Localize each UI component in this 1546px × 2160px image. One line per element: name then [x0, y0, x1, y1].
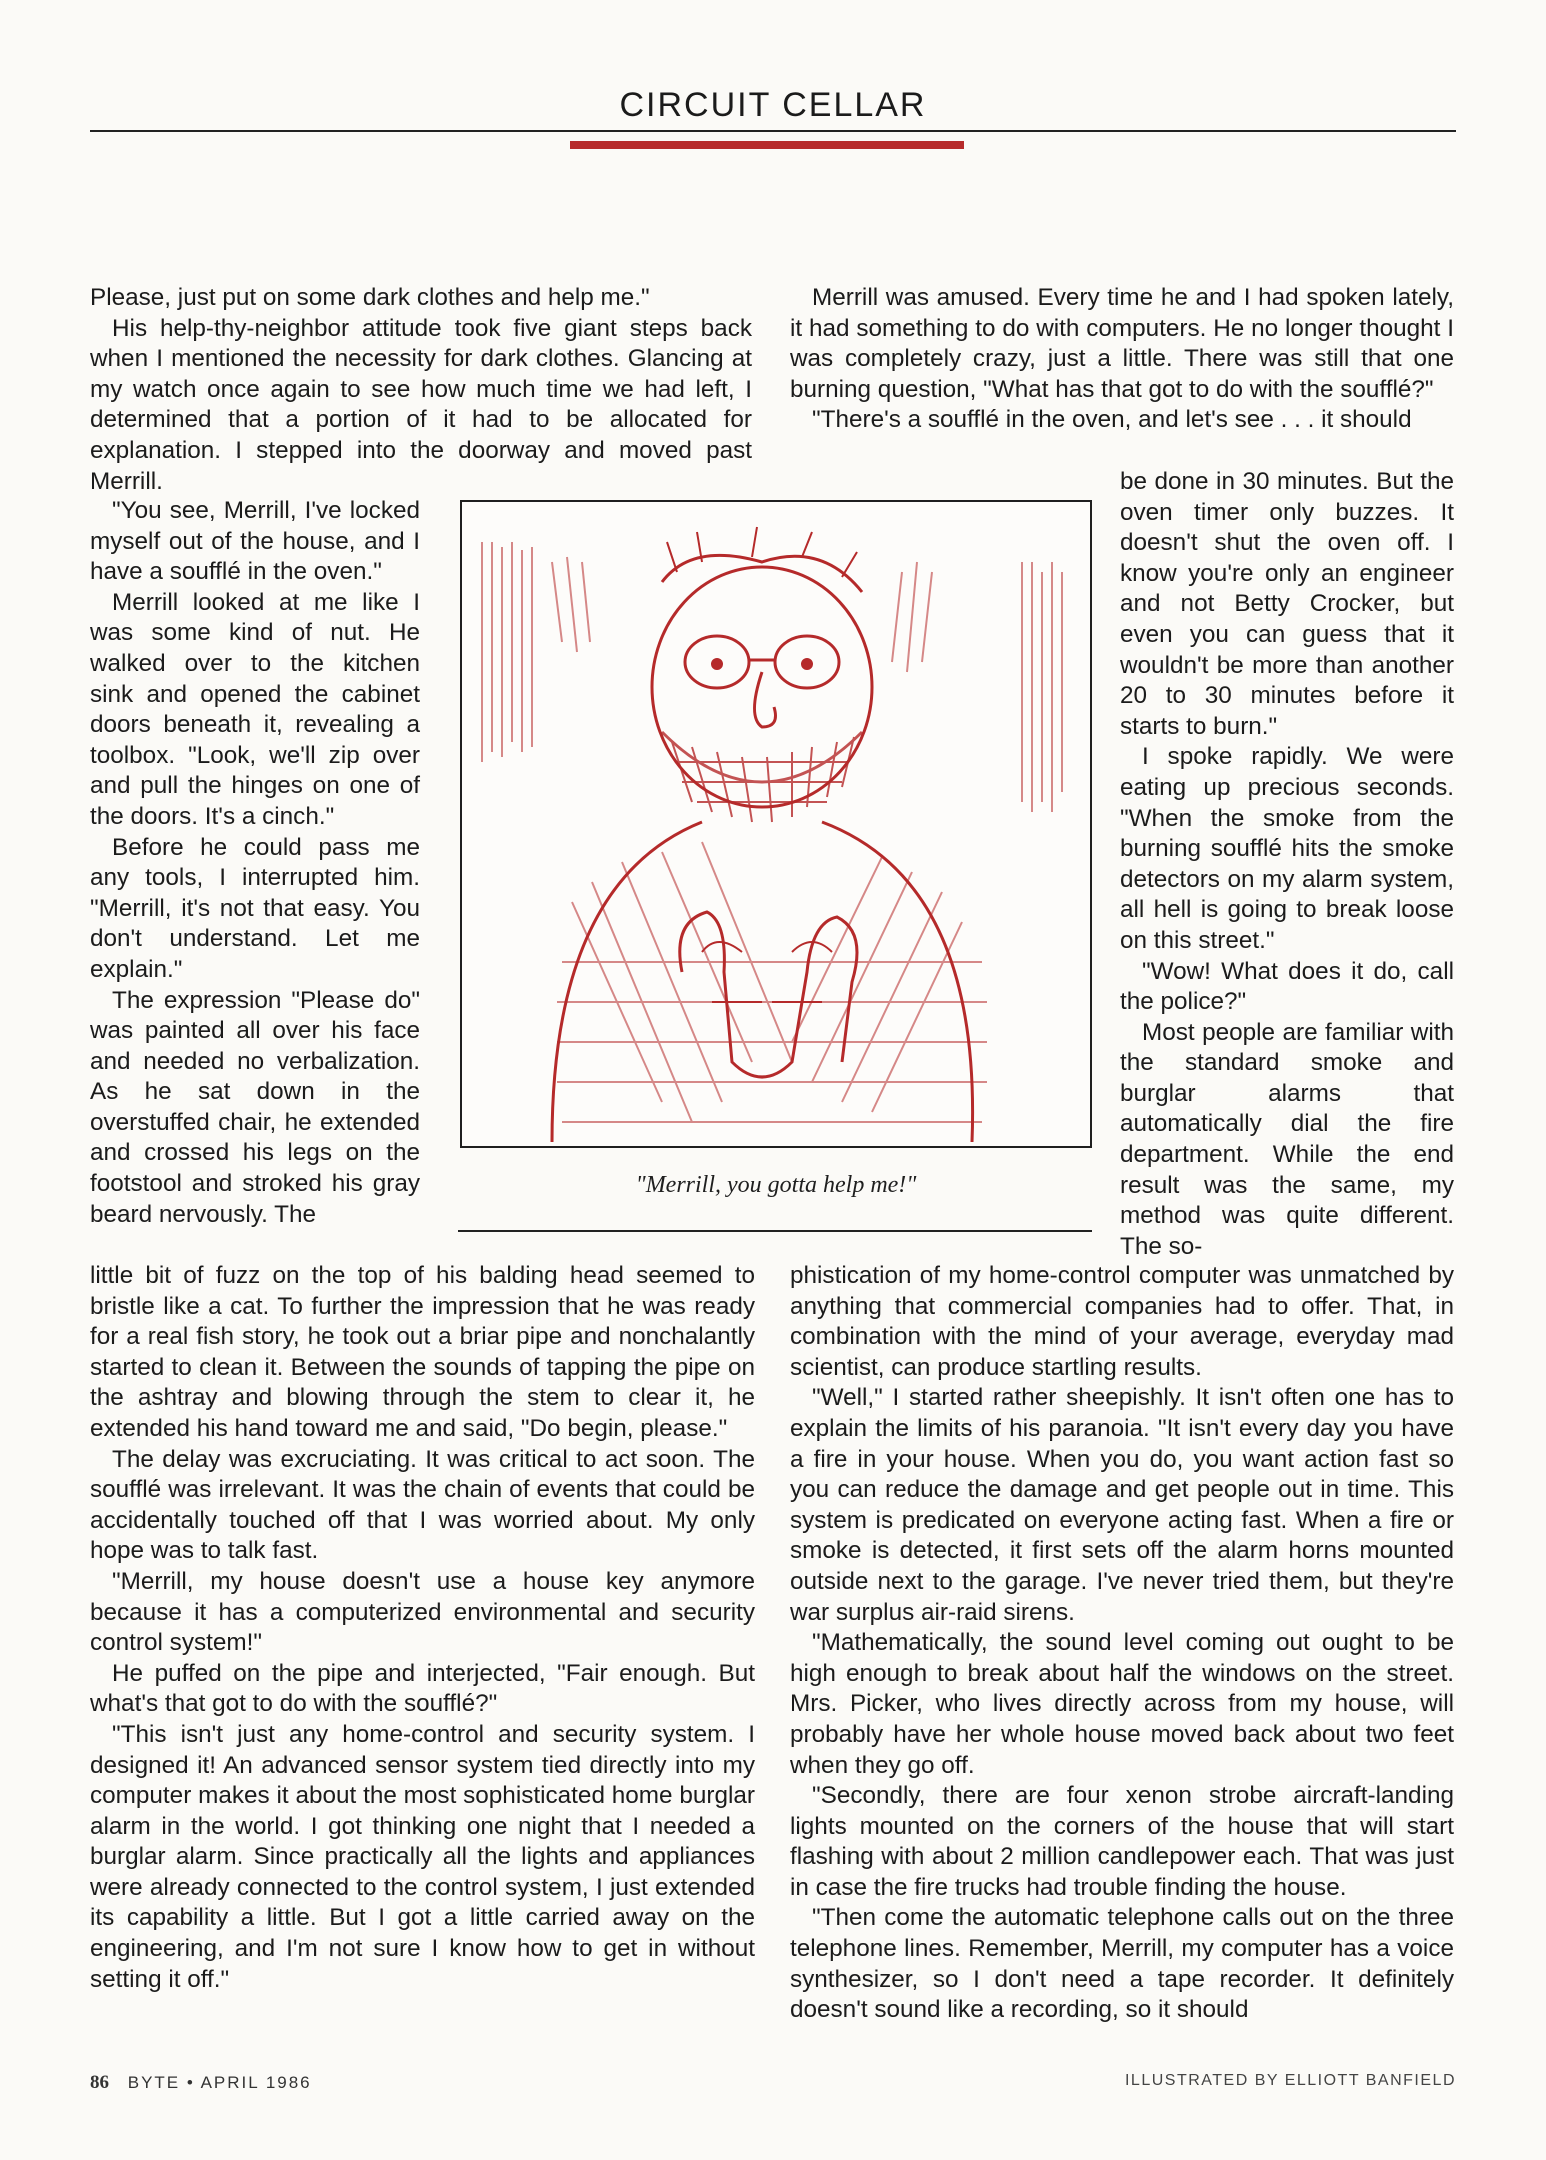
text-block-left-narrow: [90, 496, 420, 1230]
publication-line: BYTE • APRIL 1986: [127, 2073, 312, 2092]
paragraph: "Secondly, there are four xenon strobe aircraft-landing lights mounted on the corners of the house that will start flashing with about 2 million candlepower each. That was just in case the fire trucks had trouble finding the house.: [790, 1782, 1454, 1901]
paragraph: His help-thy-neighbor attitude took five giant steps back when I mentioned the necessity for dark clothes. Glancing at my watch once again to see how much time we had left, I determined that a portion of it had to be allocated for explanation. I stepped into the doorway and moved past Merrill.: [90, 314, 752, 495]
text-block-right-top: [790, 283, 1454, 436]
illustration-drawing: [462, 502, 1090, 1146]
paragraph: Please, just put on some dark clothes and help me.": [90, 284, 650, 311]
header-rule: [90, 130, 1456, 132]
paragraph: Before he could pass me any tools, I interrupted him. "Merrill, it's not that easy. You don't understand. Let me explain.": [90, 833, 420, 983]
text-block-right-narrow: [1120, 467, 1454, 1262]
paragraph: "Wow! What does it do, call the police?": [1120, 957, 1454, 1016]
paragraph: Merrill was amused. Every time he and I had spoken lately, it had something to do with computers. He no longer thought I was completely crazy, just a little. There was still that one burning question, "What has that got to do with the soufflé?": [790, 284, 1454, 403]
paragraph: Merrill looked at me like I was some kind of nut. He walked over to the kitchen sink and opened the cabinet doors beneath it, revealing a toolbox. "Look, we'll zip over and pull the hinges on one of the doors. It's a cinch.": [90, 588, 420, 830]
paragraph: "Merrill, my house doesn't use a house key anymore because it has a computerized environmental and security control system!": [90, 1567, 755, 1657]
paragraph: "There's a soufflé in the oven, and let's see . . . it should: [812, 406, 1412, 434]
paragraph: He puffed on the pipe and interjected, "Fair enough. But what's that got to do with the soufflé?": [90, 1659, 755, 1718]
paragraph: "Then come the automatic telephone calls out on the three telephone lines. Remember, Merrill, my computer has a voice synthesizer, so I don't need a tape recorder. It definitely doesn't sound like a recording, so it should: [790, 1904, 1454, 2024]
paragraph: I spoke rapidly. We were eating up precious seconds. "When the smoke from the burning soufflé hits the smoke detectors on my alarm system, all hell is going to break loose on this street.": [1120, 743, 1454, 954]
paragraph: "You see, Merrill, I've locked myself out of the house, and I have a soufflé in the oven.": [90, 497, 420, 586]
paragraph: phistication of my home-control computer was unmatched by anything that commercial companies had to offer. That, in combination with the mind of your average, everyday mad scientist, can produce startling results.: [790, 1262, 1454, 1381]
illustration-caption: "Merrill, you gotta help me!": [635, 1172, 917, 1198]
paragraph: The expression "Please do" was painted all over his face and needed no verbalization. As he sat down in the overstuffed chair, he extended and crossed his legs on the footstool and stroked his gray beard nervously. The: [90, 986, 420, 1228]
text-block-left-bottom: [90, 1261, 755, 1995]
illustrator-credit: ILLUSTRATED BY ELLIOTT BANFIELD: [1124, 2072, 1456, 2089]
header-accent-bar: [570, 141, 964, 149]
paragraph: "Mathematically, the sound level coming out ought to be high enough to break about half the windows on the street. Mrs. Picker, who lives directly across from my house, will probably have her whole house moved back about two feet when they go off.: [790, 1629, 1454, 1779]
paragraph: "This isn't just any home-control and security system. I designed it! An advanced sensor system tied directly into my computer makes it about the most sophisticated home burglar alarm in the world. I got thinking one night that I needed a burglar alarm. Since practically all the lights and appliances were already connected to the control system, I just extended its capability a little. But I got a little carried away on the engineering, and I'm not sure I know how to get in without setting it off.": [90, 1720, 755, 1993]
text-block-right-bottom: [790, 1261, 1454, 2026]
section-title: CIRCUIT CELLAR: [619, 86, 927, 124]
caption-rule: [458, 1230, 1092, 1232]
paragraph: The delay was excruciating. It was critical to act soon. The soufflé was irrelevant. It was the chain of events that could be accidentally touched off that I was worried about. My only hope was to talk fast.: [90, 1445, 755, 1565]
paragraph: Most people are familiar with the standard smoke and burglar alarms that automatically dial the fire department. While the end result was the same, my method was quite different. The so-: [1120, 1018, 1454, 1260]
footer-left: [90, 2072, 312, 2094]
illustration: [460, 500, 1092, 1148]
paragraph: "Well," I started rather sheepishly. It isn't often one has to explain the limits of his paranoia. "It isn't every day you have a fire in your house. When you do, you want action fast so you can reduce the damage and get people out in time. This system is predicated on everyone acting fast. When a fire or smoke is detected, it first sets off the alarm horns mounted outside next to the garage. I've never tried them, but they're war surplus air-raid sirens.: [790, 1384, 1454, 1626]
paragraph: be done in 30 minutes. But the oven timer only buzzes. It doesn't shut the oven off. I know you're only an engineer and not Betty Crocker, but even you can guess that it wouldn't be more than another 20 to 30 minutes before it starts to burn.": [1120, 468, 1454, 740]
text-block-left-top: [90, 283, 752, 497]
paragraph: little bit of fuzz on the top of his balding head seemed to bristle like a cat. To further the impression that he was ready for a real fish story, he took out a briar pipe and nonchalantly started to clean it. Between the sounds of tapping the pipe on the ashtray and blowing through the stem to clear it, he extended his hand toward me and said, "Do begin, please.": [90, 1262, 755, 1442]
page-number: 86: [90, 2072, 109, 2093]
